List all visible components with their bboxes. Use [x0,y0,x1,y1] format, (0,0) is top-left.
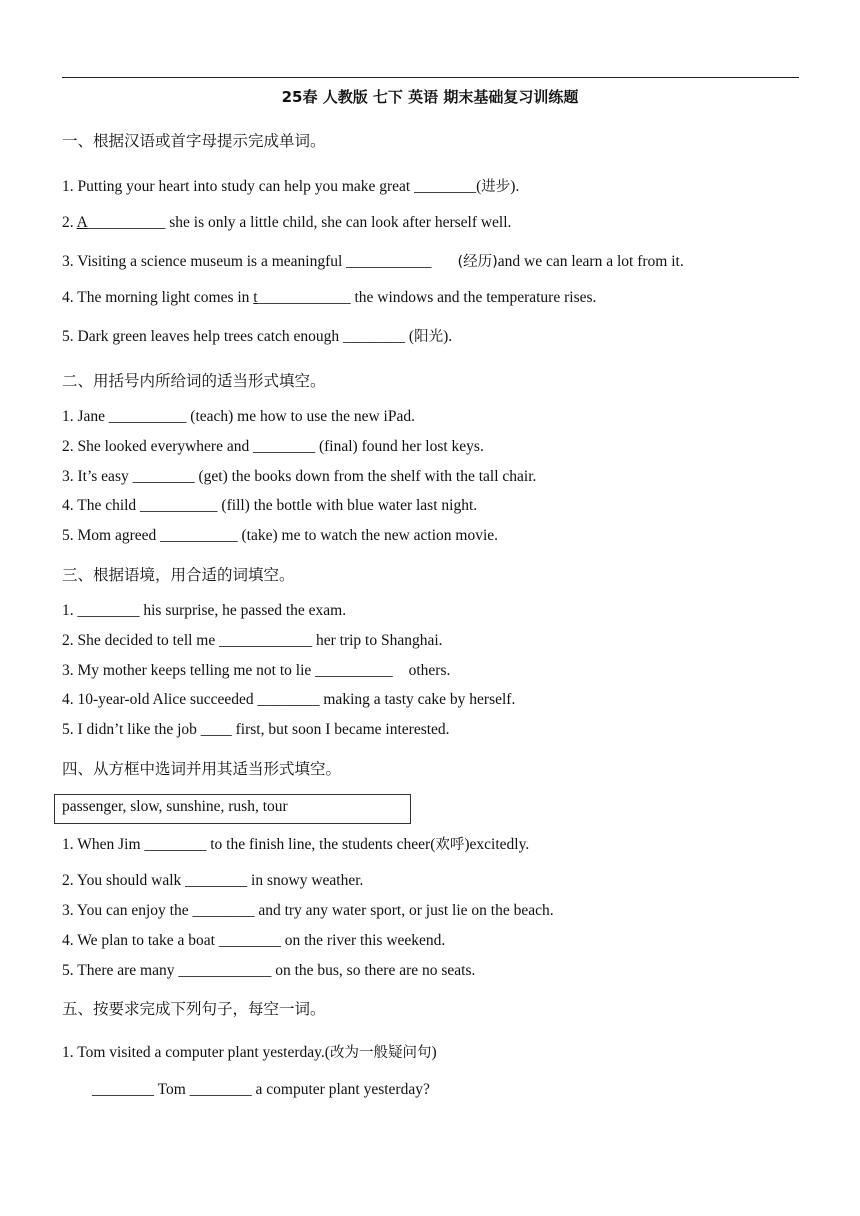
s4-question-2: 2. You should walk ________ in snowy weather. [62,872,364,889]
s2-question-4: 4. The child __________ (fill) the bottle with blue water last night. [62,497,478,514]
s5-answer-line: ________ Tom ________ a computer plant yesterday? [92,1081,430,1098]
header-rule [62,77,799,78]
s1-question-2: 2. A__________ she is only a little child, she can look after herself well. [62,214,512,231]
s1-question-3: 3. Visiting a science museum is a meaningful ___________ (经历)and we can learn a lot from it. [62,253,684,270]
s4-question-4: 4. We plan to take a boat ________ on the river this weekend. [62,932,446,949]
s4-question-3: 3. You can enjoy the ________ and try any water sport, or just lie on the beach. [62,902,554,919]
s2-question-1: 1. Jane __________ (teach) me how to use the new iPad. [62,408,415,425]
s5-question-1: 1. Tom visited a computer plant yesterday.(改为一般疑问句) [62,1044,437,1061]
section-2-heading: 二、用括号内所给词的适当形式填空。 [62,372,326,390]
s3-question-2: 2. She decided to tell me ____________ her trip to Shanghai. [62,632,443,649]
s1-question-5: 5. Dark green leaves help trees catch enough ________ (阳光). [62,328,453,345]
s3-question-3: 3. My mother keeps telling me not to lie __________ others. [62,662,451,679]
s3-question-4: 4. 10-year-old Alice succeeded ________ making a tasty cake by herself. [62,691,516,708]
section-4-heading: 四、从方框中选词并用其适当形式填空。 [62,760,342,778]
s1-question-1: 1. Putting your heart into study can help you make great ________(进步). [62,178,520,195]
s1-question-4: 4. The morning light comes in t____________ the windows and the temperature rises. [62,289,597,306]
hint-letter: A [76,214,88,231]
s2-question-5: 5. Mom agreed __________ (take) me to watch the new action movie. [62,527,499,544]
s3-question-5: 5. I didn’t like the job ____ first, but soon I became interested. [62,721,450,738]
section-5-heading: 五、按要求完成下列句子，每空一词。 [62,1000,326,1018]
s2-question-2: 2. She looked everywhere and ________ (final) found her lost keys. [62,438,484,455]
s4-question-5: 5. There are many ____________ on the bus, so there are no seats. [62,962,476,979]
s2-question-3: 3. It’s easy ________ (get) the books down from the shelf with the tall chair. [62,468,537,485]
hint-letter: t [253,289,258,306]
word-box [54,794,411,824]
s3-question-1: 1. ________ his surprise, he passed the exam. [62,602,347,619]
section-3-heading: 三、根据语境，用合适的词填空。 [62,566,295,584]
word-box-text: passenger, slow, sunshine, rush, tour [62,798,288,815]
section-1-heading: 一、根据汉语或首字母提示完成单词。 [62,132,326,150]
s4-question-1: 1. When Jim ________ to the finish line, the students cheer(欢呼)excitedly. [62,836,530,853]
page-title: 25春 人教版 七下 英语 期末基础复习训练题 [281,88,579,106]
